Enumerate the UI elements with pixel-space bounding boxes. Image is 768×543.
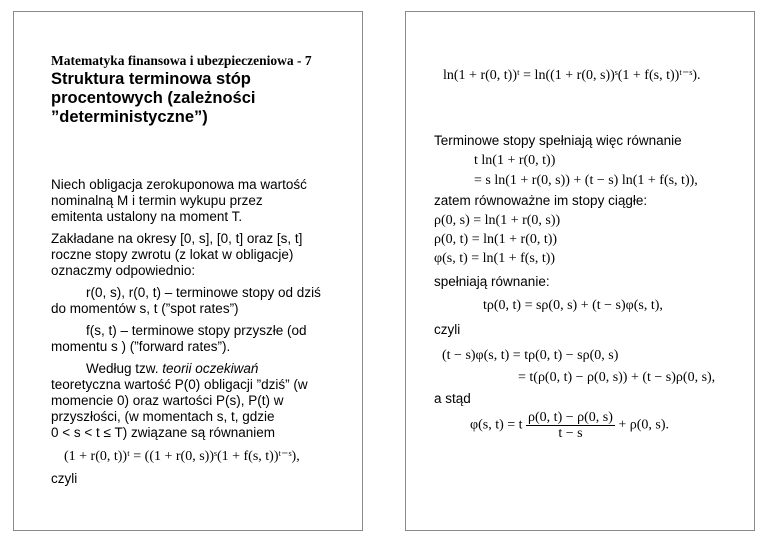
- equation-ln: ln(1 + r(0, t))ᵗ = ln((1 + r(0, s))ˢ(1 + f(s, t))ᵗ⁻ˢ).: [443, 68, 701, 83]
- text-line: przyszłości, (w momentach s, t, gdzie: [51, 409, 275, 424]
- text-line: momencie 0) oraz wartości P(s), P(t) w: [51, 393, 284, 408]
- slide-left: [13, 11, 363, 531]
- equation-line: ρ(0, s) = ln(1 + r(0, s)): [434, 213, 561, 228]
- italic-term: teorii oczekiwań: [162, 361, 259, 376]
- equation-5-fraction: [526, 410, 615, 441]
- title-line: procentowych (zależności: [51, 89, 256, 107]
- text-line: r(0, s), r(0, t) – terminowe stopy od dziś: [86, 285, 321, 300]
- equation-compound: (1 + r(0, t))ᵗ = ((1 + r(0, s))ˢ(1 + f(s, t))ᵗ⁻ˢ),: [64, 449, 300, 464]
- equation-2-line1: t ln(1 + r(0, t)): [474, 153, 556, 168]
- paragraph-expectations-theory: [51, 361, 308, 441]
- equations-continuous-rates: [434, 213, 560, 267]
- text-line: nominalną M i termin wykupu przez: [51, 193, 263, 208]
- text-line: do momentów s, t (”spot rates”): [51, 301, 239, 316]
- slide-right: [405, 11, 755, 531]
- text-line: Zakładane na okresy [0, s], [0, t] oraz [s, t]: [51, 231, 303, 246]
- text-line: f(s, t) – terminowe stopy przyszłe (od: [86, 323, 307, 338]
- equation-line: ρ(0, t) = ln(1 + r(0, t)): [434, 232, 558, 247]
- equation-4-line1: (t − s)φ(s, t) = tρ(0, t) − sρ(0, s): [442, 348, 619, 363]
- text-line: oznaczmy odpowiednio:: [51, 263, 196, 278]
- equation-5-lhs: φ(s, t) = t: [470, 417, 523, 433]
- fraction-denominator: t − s: [558, 426, 583, 441]
- text-line: roczne stopy zwrotu (z lokat w obligacje): [51, 247, 294, 262]
- text-czyli-right: czyli: [434, 322, 461, 337]
- text-line: Niech obligacja zerokuponowa ma wartość: [51, 177, 307, 192]
- text-czyli: czyli: [51, 471, 78, 486]
- equation-line: φ(s, t) = ln(1 + f(s, t)): [434, 251, 556, 266]
- text-line: 0 < s < t ≤ T) związane są równaniem: [51, 425, 276, 440]
- equation-5-rhs: + ρ(0, s).: [618, 417, 670, 433]
- text-line: teoretyczna wartość P(0) obligacji ”dziś” (w: [51, 377, 308, 392]
- paragraph-forward-rates: [51, 323, 307, 355]
- text-equivalent: zatem równoważne im stopy ciągłe:: [434, 193, 648, 208]
- fraction-numerator: ρ(0, t) − ρ(0, s): [528, 410, 613, 425]
- text-line: momentu s ) (”forward rates”).: [51, 339, 231, 354]
- text-fragment: Według tzw.: [86, 361, 163, 376]
- course-header: Matematyka finansowa i ubezpieczeniowa - 7: [51, 53, 312, 68]
- equation-5: [470, 410, 669, 441]
- title-line: Struktura terminowa stóp: [51, 70, 251, 88]
- paragraph-bond: [51, 177, 307, 225]
- equation-3: tρ(0, t) = sρ(0, s) + (t − s)φ(s, t),: [483, 298, 663, 313]
- text-line: emitenta ustalony na moment T.: [51, 209, 243, 224]
- text-line: [51, 361, 308, 377]
- equation-2-line2: = s ln(1 + r(0, s)) + (t − s) ln(1 + f(s, t)),: [474, 173, 698, 188]
- slide-title: [51, 70, 351, 127]
- text-a-stad: a stąd: [434, 391, 471, 406]
- text-satisfy: Terminowe stopy spełniają więc równanie: [434, 133, 682, 148]
- paragraph-periods: [51, 231, 302, 279]
- text-satisfy-2: spełniają równanie:: [434, 274, 550, 289]
- title-line: ”deterministyczne”): [51, 108, 208, 126]
- equation-4-line2: = t(ρ(0, t) − ρ(0, s)) + (t − s)ρ(0, s),: [518, 370, 716, 385]
- paragraph-spot-rates: [51, 285, 321, 317]
